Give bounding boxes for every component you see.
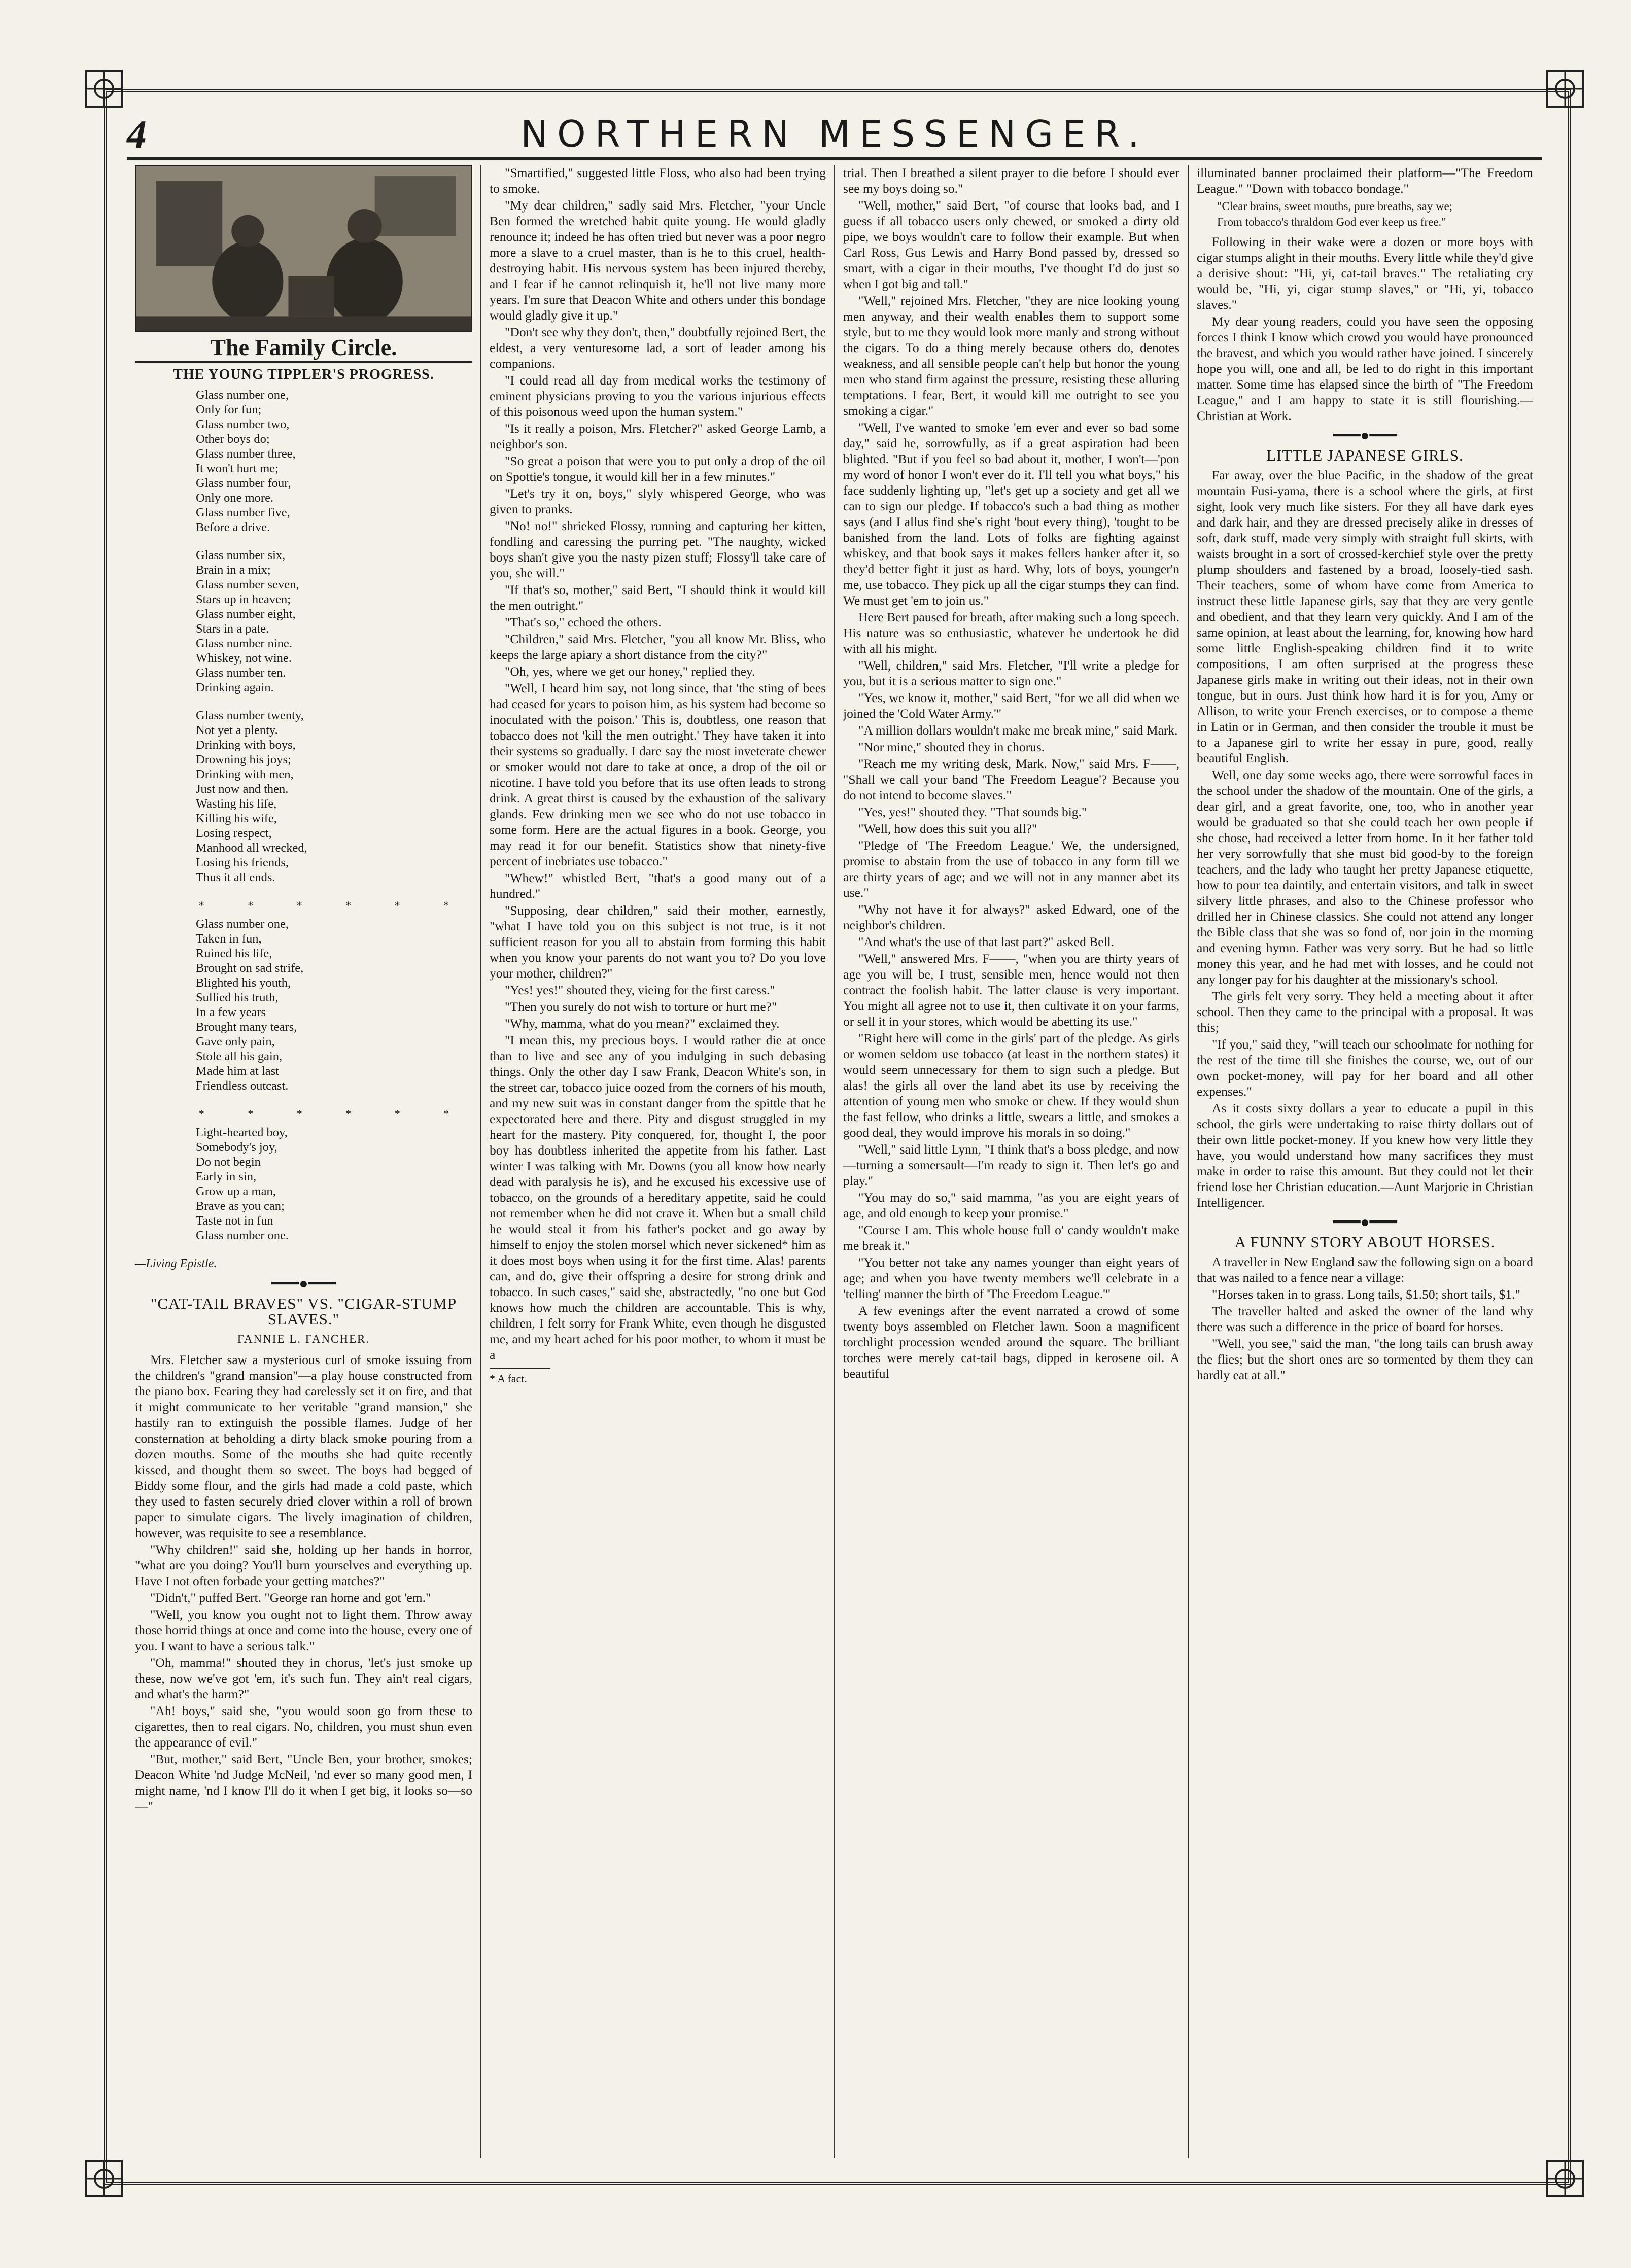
poem-line: Before a drive. <box>196 520 270 534</box>
paragraph: "Oh, yes, where we get our honey," replied they. <box>505 664 755 679</box>
poem-line: Stole all his gain, <box>196 1050 283 1063</box>
paragraph: Following in their wake were a dozen or more boys with cigar stumps alight in their mouths. Every little while they'd give a derisive shout: "Hi, yi, cat-tail braves." The retaliating cry would be, "Hi, yi, cigar stump slaves," or "Hi, yi, tobacco slaves." <box>1197 234 1533 312</box>
paragraph: "Well, I've wanted to smoke 'em ever and ever so bad some day," said he, sorrowfully, as if a great aspiration had been blighted. "But if you feel so bad about it, mother, I won't—'pon my word of honor I won't ever do it. I'll tell you what boys," his face suddenly lighting up, "let's get up a society and get all we can to sign our pledge. If tobacco's such a bad thing as mother says (and I allus find she's right 'bout every thing), 'tought to be banished from the land. Lots of folks are fighting against whiskey, and that book says it makes fellers hanker after it, so they'd better fight it just as hard. Why, lots of boys, younger'n me, use tobacco. They pick up all the cigar stumps they can find. We must get 'em to join us." <box>843 420 1179 608</box>
poem-line: Losing his friends, <box>196 856 289 869</box>
poem-line: Early in sin, <box>196 1170 257 1183</box>
poem-line: Manhood all wrecked, <box>196 841 307 855</box>
poem-line: Just now and then. <box>196 782 289 796</box>
poem-attribution: —Living Epistle. <box>135 1257 217 1270</box>
poem-title: THE YOUNG TIPPLER'S PROGRESS. <box>173 367 434 382</box>
paragraph: "Then you surely do not wish to torture or hurt me?" <box>505 999 777 1014</box>
paragraph: "Yes, we know it, mother," said Bert, "for we all did when we joined the 'Cold Water Army.'" <box>843 690 1179 721</box>
poem-line: Glass number ten. <box>196 666 286 680</box>
paragraph: "Well, how does this suit you all?" <box>858 821 1037 836</box>
paragraph: The girls felt very sorry. They held a meeting about it after school. Then they came to the principal with a proposal. It was this; <box>1197 989 1533 1035</box>
paragraph: "Ah! boys," said she, "you would soon go from these to cigarettes, then to real cigars. No, children, you must shun even the appearance of evil." <box>135 1703 472 1750</box>
poem-line: Glass number nine. <box>196 637 292 650</box>
poem-stanza <box>196 917 472 1093</box>
corner-ornament-icon <box>81 2156 127 2202</box>
poem-line: Only one more. <box>196 491 274 505</box>
column-3 <box>834 165 1188 2158</box>
paragraph: "Horses taken in to grass. Long tails, $1.50; short tails, $1." <box>1212 1287 1520 1302</box>
paragraph: "You may do so," said mamma, "as you are eight years of age, and old enough to keep your promise." <box>843 1190 1179 1220</box>
poem-line: Blighted his youth, <box>196 976 291 990</box>
page-header <box>127 101 1542 160</box>
paragraph: "If you," said they, "will teach our schoolmate for nothing for the rest of the time till she finishes the course, we, out of our own pocket-money, will pay for her board and all other expenses." <box>1197 1037 1533 1099</box>
poem-line: Thus it all ends. <box>196 870 275 884</box>
poem-line: Glass number one, <box>196 388 289 402</box>
poem-line: Brought many tears, <box>196 1020 297 1034</box>
poem-line: Drowning his joys; <box>196 753 291 766</box>
poem-line: Drinking again. <box>196 681 274 694</box>
poem-line: Stars up in heaven; <box>196 592 291 606</box>
poem-line: Taste not in fun <box>196 1214 273 1228</box>
poem-line: Made him at last <box>196 1064 279 1078</box>
paragraph: "My dear children," sadly said Mrs. Fletcher, "your Uncle Ben formed the wretched habit quite young. He would gladly renounce it; indeed he has often tried but never was a poor negro more a slave to a cruel master, than is he to this cruel, health-destroying habit. His nervous system has been injured thereby, and I fear if he cannot relinquish it, he'll not live many more years. I'm sure that Deacon White and others under this bondage would gladly give it up." <box>490 198 826 323</box>
paragraph: "Well, you know you ought not to light them. Throw away those horrid things at once and come into the house, every one of you. I want to have a serious talk." <box>135 1607 472 1653</box>
poem-line: Gave only pain, <box>196 1035 275 1049</box>
column-4 <box>1188 165 1541 2158</box>
poem-line: Only for fun; <box>196 403 262 416</box>
poem-line: Do not begin <box>196 1155 261 1169</box>
paragraph: Well, one day some weeks ago, there were sorrowful faces in the school under the shadow of the mountain. One of the girls, a dear girl, and a great favorite, one, too, who in another year would be graduated so that she could teach her own people if she chose, had received a letter from home. In it her father told her very sorrowfully that she must bid good-by to the foreign teachers, and the lady who taught her pretty Japanese etiquette, how to pour tea daintily, and entertain visitors, and talk in sweet silvery little phrases, and also to the Chinese professor who drilled her in Chinese classics. She could not attend any longer the Bible class that she was so fond of, nor join in the morning and evening hymn. Father was very sorry. But he had so little money this year, and he had met with losses, and he could not any longer pay for his daughter at the missionary's school. <box>1197 767 1533 987</box>
paragraph: "Supposing, dear children," said their mother, earnestly, "what I have told you on this subject is not true, is it not sufficient reason for you all to abstain from forming this habit when you know your parents do not want you to? Do you love your mother, children?" <box>490 903 826 981</box>
divider-ornament-icon: ━━━●━━━ <box>271 1275 336 1292</box>
paragraph: "Well," rejoined Mrs. Fletcher, "they are nice looking young men anyway, and their wealth enables them to support some style, but to me they would look more manly and strong without the cigars. To do a thing merely because others do, denotes weakness, and all sensible people can't help but honor the young men who stand firm against the pressure, resisting these alluring temptations. I fear, Bert, it would kill me outright to see you smoking a cigar." <box>843 293 1179 418</box>
paragraph: "Why not have it for always?" asked Edward, one of the neighbor's children. <box>843 902 1179 932</box>
poem-line: Glass number four, <box>196 476 291 490</box>
paragraph: "Well, children," said Mrs. Fletcher, "I'll write a pledge for you, but it is a serious matter to sign one." <box>843 658 1179 688</box>
paragraph: "And what's the use of that last part?" asked Bell. <box>858 934 1115 949</box>
divider-ornament-icon: ━━━●━━━ <box>1333 1214 1397 1231</box>
poem-line: Other boys do; <box>196 432 270 446</box>
poem-line: Ruined his life, <box>196 947 272 960</box>
banner-line: "Clear brains, sweet mouths, pure breaths, say we; <box>1217 200 1453 213</box>
corner-ornament-icon <box>1542 66 1588 112</box>
poem-line: Glass number eight, <box>196 607 296 621</box>
poem-line: Losing respect, <box>196 826 272 840</box>
paragraph: "Why, mamma, what do you mean?" exclaimed they. <box>505 1016 780 1031</box>
corner-ornament-icon <box>1542 2156 1588 2202</box>
divider-ornament-icon: ━━━●━━━ <box>1333 427 1397 444</box>
star-separator-icon: * * * * * * <box>198 899 470 912</box>
poem-line: Not yet a plenty. <box>196 723 278 737</box>
star-separator-icon: * * * * * * <box>198 1107 470 1120</box>
poem-line: Grow up a man, <box>196 1184 276 1198</box>
paragraph: "Nor mine," shouted they in chorus. <box>858 740 1045 754</box>
poem-line: Whiskey, not wine. <box>196 651 292 665</box>
paragraph: "I mean this, my precious boys. I would rather die at once than to live and see any of you indulging in such debasing things. Only the other day I saw Frank, Deacon White's son, in the street car, tobacco juice oozed from the corners of his mouth, and my new suit was in constant danger from the spittle that he expectorated here and there. Pity and disgust struggled in my heart for the mastery. Pity conquered, for, thought I, the poor boy has doubtless inherited the appetite from his father. Last winter I was talking with Mr. Downs (you all know how nearly dead with paralysis he is), and he excused his excessive use of tobacco, on the grounds of a hereditary appetite, said he could not remember when he did not crave it. When but a small child he would steal it from his father's pocket and go away by himself to enjoy the stolen morsel which never sickened* him as it does most boys when using it for the first time. Alas! parents can, and do, give their offspring a desire for strong drink and tobacco. In such cases," said she, abstractedly, "no one but God knows how much the children are accountable. This is why, children, I felt sorry for Frank White, even though he disgusted me, and my heart ached for his poor mother, to whom it must be a <box>490 1033 826 1362</box>
paragraph: My dear young readers, could you have seen the opposing forces I think I know which crowd you would have pronounced the bravest, and which you would rather have joined. I sincerely hope you will, one and all, be led to do right in this important matter. Some time has elapsed since the birth of "The Freedom League," and I am happy to state it is still flourishing.—Christian at Work. <box>1197 314 1533 423</box>
poem-line: Glass number three, <box>196 447 296 461</box>
paragraph: "Well, you see," said the man, "the long tails can brush away the flies; but the short ones are so tormented by them they can hardly eat at all." <box>1197 1336 1533 1382</box>
poem-line: Glass number six, <box>196 548 286 562</box>
paragraph: "Pledge of 'The Freedom League.' We, the undersigned, promise to abstain from the use of tobacco in any form till we are thirty years of age; and we will not in any manner abet its use." <box>843 838 1179 900</box>
poem-line: Glass number seven, <box>196 578 299 591</box>
paragraph: The traveller halted and asked the owner of the land why there was such a difference in the price of board for horses. <box>1197 1304 1533 1334</box>
paragraph: A few evenings after the event narrated a crowd of some twenty boys assembled on Fletcher lawn. Soon a magnificent torchlight procession wended around the square. The brilliant torches were merely cat-tail bags, dipped in kerosene oil. A beautiful <box>843 1303 1179 1381</box>
poem-line: Drinking with boys, <box>196 738 296 752</box>
poem-line: Brain in a mix; <box>196 563 271 577</box>
paragraph: illuminated banner proclaimed their platform—"The Freedom League." "Down with tobacco bondage." <box>1197 165 1533 196</box>
paragraph: "Don't see why they don't, then," doubtfully rejoined Bert, the eldest, a very venturesome lad, a sort of leader among his companions. <box>490 325 826 371</box>
family-circle-illustration <box>135 165 472 332</box>
poem-line: Glass number one. <box>196 1229 289 1242</box>
paragraph: "Well," answered Mrs. F——, "when you are thirty years of age you will be, I trust, sensible men, hence would not then contract the foolish habit. The latter clause is very important. You might all agree not to use it, then cultivate it on your farms, or sell it in your stores, which would be abetting its use." <box>843 951 1179 1029</box>
footnote: * A fact. <box>490 1368 550 1386</box>
paragraph: "If that's so, mother," said Bert, "I should think it would kill the men outright." <box>490 582 826 613</box>
corner-ornament-icon <box>81 66 127 112</box>
paragraph: "Let's try it on, boys," slyly whispered George, who was given to pranks. <box>490 486 826 516</box>
paragraph: "Yes! yes!" shouted they, vieing for the first caress." <box>505 983 775 997</box>
paragraph: "Well, mother," said Bert, "of course that looks bad, and I guess if all tobacco users only chewed, or smoked a dirty old pipe, we boys wouldn't care to follow their example. But when Carl Ross, Gus Lewis and Harry Bond passed by, dressed so smart, with a cigar in their mouths, I've thought I'd do just so when I got big and tall." <box>843 198 1179 291</box>
page-number: 4 <box>127 112 147 156</box>
poem-line: Wasting his life, <box>196 797 277 811</box>
paragraph: "Whew!" whistled Bert, "that's a good many out of a hundred." <box>490 870 826 901</box>
poem-line: Sullied his truth, <box>196 991 279 1004</box>
paragraph: "Well," said little Lynn, "I think that's a boss pledge, and now—turning a somersault—I'm ready to sign it. Then let's go and play." <box>843 1142 1179 1188</box>
story-title: "CAT-TAIL BRAVES" VS. "CIGAR-STUMP SLAVES." <box>150 1295 457 1328</box>
poem-line: Brought on sad strife, <box>196 961 304 975</box>
banner-line: From tobacco's thraldom God ever keep us free." <box>1217 216 1446 228</box>
poem-line: Killing his wife, <box>196 812 277 825</box>
poem-line: Glass number two, <box>196 417 290 431</box>
paragraph: "Oh, mamma!" shouted they in chorus, 'let's just smoke up these, now we've got 'em, it's such fun. They ain't real cigars, and what's the harm?" <box>135 1655 472 1701</box>
paragraph: "Children," said Mrs. Fletcher, "you all know Mr. Bliss, who keeps the large apiary a short distance from the city?" <box>490 632 826 662</box>
divider <box>135 361 472 363</box>
column-2 <box>480 165 834 2158</box>
poem-line: Brave as you can; <box>196 1199 285 1213</box>
paragraph: "So great a poison that were you to put only a drop of the oil on Spottie's tongue, it would kill her in a few minutes." <box>490 453 826 484</box>
section-title: The Family Circle. <box>210 334 397 360</box>
paragraph: "No! no!" shrieked Flossy, running and capturing her kitten, fondling and caressing the purring pet. "The naughty, wicked boys shan't give you the nasty pizen stuff; Flossy'll take care of you, she will." <box>490 518 826 580</box>
poem-stanza <box>196 708 472 885</box>
paragraph: Mrs. Fletcher saw a mysterious curl of smoke issuing from the children's "grand mansion"—a play house constructed from the piano box. Fearing they had carelessly set it on fire, and that it might communicate to her veritable "grand mansion," she hastily ran to extinguish the possible flames. Judge of her consternation at beholding a dirty black smoke pouring from a dozen mouths. Some of the mouths she had quite recently kissed, and thought them so sweet. The boys had begged of Biddy some flour, and the girls had made a cold paste, which they used to fasten securely dried clover within a roll of brown paper to simulate cigars. The lively imagination of children, however, was requisite to see a resemblance. <box>135 1352 472 1540</box>
paragraph: trial. Then I breathed a silent prayer to die before I should ever see my boys doing so." <box>843 165 1179 196</box>
poem-line: In a few years <box>196 1005 266 1019</box>
article-title-horses: A FUNNY STORY ABOUT HORSES. <box>1234 1233 1496 1251</box>
poem-line: It won't hurt me; <box>196 462 279 475</box>
poem-stanza <box>196 388 472 535</box>
paragraph: Here Bert paused for breath, after making such a long speech. His nature was so enthusiastic, whatever he undertook he did with all his might. <box>843 610 1179 656</box>
masthead-title: NORTHERN MESSENGER. <box>520 113 1149 155</box>
paragraph: "Didn't," puffed Bert. "George ran home and got 'em." <box>150 1590 431 1605</box>
poem-body <box>135 388 472 1243</box>
paragraph: Far away, over the blue Pacific, in the shadow of the great mountain Fusi-yama, there is a school where the girls, at first sight, look very much like sisters. For they all have dark eyes and dark hair, and they are dressed precisely alike in dresses of soft, dark stuff, made very simply with straight full skirts, with waists brought in a sort of crossed-kerchief style over the pretty plump shoulders and fastened by a broad, loosely-tied sash. Their teachers, some of whom have come from America to instruct these little Japanese girls, say that they are very gentle and obedient, and that they learn very quickly. And I am of the same opinion, at least about the learning, for, knowing how hard some little English-speaking children find it to write compositions, I am often surprised at the progress these Japanese girls make in writing out their ideas, not in their own tongue, but in ours. Just think how hard it is for you, Amy or Allison, to write your French exercises, or to compose a theme in Latin or in German, and then consider the trouble it must be to a Japanese girl to write her essay in pure, good, really beautiful English. <box>1197 468 1533 765</box>
poem-line: Somebody's joy, <box>196 1140 277 1154</box>
paragraph: "Yes, yes!" shouted they. "That sounds big." <box>858 805 1087 819</box>
poem-stanza <box>196 1125 472 1243</box>
paragraph: "But, mother," said Bert, "Uncle Ben, your brother, smokes; Deacon White 'nd Judge McNeil, 'nd ever so many good men, I might name, 'nd I know I'll do it when I get big, it looks so—so—" <box>135 1752 472 1813</box>
paragraph: "Reach me my writing desk, Mark. Now," said Mrs. F——, "Shall we call your band 'The Freedom League'? Because you do not intend to become slaves." <box>843 756 1179 802</box>
banner-motto <box>1197 198 1533 230</box>
paragraph: "That's so," echoed the others. <box>505 615 662 630</box>
poem-line: Light-hearted boy, <box>196 1126 288 1139</box>
poem-line: Glass number twenty, <box>196 709 304 722</box>
poem-line: Friendless outcast. <box>196 1079 289 1093</box>
poem-line: Drinking with men, <box>196 767 294 781</box>
article-title-japanese: LITTLE JAPANESE GIRLS. <box>1266 446 1464 464</box>
paragraph: "Is it really a poison, Mrs. Fletcher?" asked George Lamb, a neighbor's son. <box>490 421 826 451</box>
poem-stanza <box>196 548 472 695</box>
paragraph: As it costs sixty dollars a year to educate a pupil in this school, the girls were undertaking to raise thirty dollars out of their own little pocket-money. If you knew how very little they have, you would understand how many sacrifices they must make in order to raise this amount. But they could not let their friend lose her Christian education.—Aunt Marjorie in Christian Intelligencer. <box>1197 1101 1533 1210</box>
paragraph: "A million dollars wouldn't make me break mine," said Mark. <box>858 723 1178 738</box>
poem-line: Stars in a pate. <box>196 622 269 636</box>
paragraph: "Course I am. This whole house full o' candy wouldn't make me break it." <box>843 1223 1179 1253</box>
paragraph: "You better not take any names younger than eight years of age; and when you have twenty members we'll celebrate in a 'telling' manner the birth of 'The Freedom League.'" <box>843 1255 1179 1301</box>
poem-line: Glass number one, <box>196 917 289 931</box>
paragraph: A traveller in New England saw the following sign on a board that was nailed to a fence near a village: <box>1197 1254 1533 1285</box>
story-byline: FANNIE L. FANCHER. <box>237 1333 370 1345</box>
poem-line: Glass number five, <box>196 506 290 519</box>
paragraph: "Why children!" said she, holding up her hands in horror, "what are you doing? You'll burn yourselves and everything up. Have I not often forbade your getting matches?" <box>135 1542 472 1588</box>
column-1 <box>127 165 480 2158</box>
newspaper-columns <box>127 165 1542 2158</box>
paragraph: "Smartified," suggested little Floss, who also had been trying to smoke. <box>490 165 826 196</box>
poem-line: Taken in fun, <box>196 932 262 946</box>
paragraph: "Right here will come in the girls' part of the pledge. As girls or women seldom use tobacco (at least in the northern states) it would seem unnecessary for them to sign such a pledge. But alas! the girls all over the land abet its use by receiving the attention of young men who smoke or chew. If they would shun the fast fellow, who drinks a little, swears a little, and smokes a good deal, they would improve his morals in so doing." <box>843 1031 1179 1140</box>
paragraph: "I could read all day from medical works the testimony of eminent physicians proving to you the various injurious effects of this poisonous weed upon the human system." <box>490 373 826 419</box>
paragraph: "Well, I heard him say, not long since, that 'the sting of bees had ceased for years to poison him, as his system had become so inoculated with the poison.' This is, doubtless, one reason that tobacco does not 'kill the men outright.' They have taken it into their systems so gradually. I dare say the most inveterate chewer or smoker would not dare to take at once, a drop of the oil or nicotine. I have told you before that its use often leads to strong drink. A great thirst is caused by the exhaustion of the salivary glands. Few drinking men we see who do not use tobacco in some form. Here are the actual figures in a book. George, you may read it for our benefit. Statistics show that ninety-five percent of inebriates use tobacco." <box>490 681 826 868</box>
